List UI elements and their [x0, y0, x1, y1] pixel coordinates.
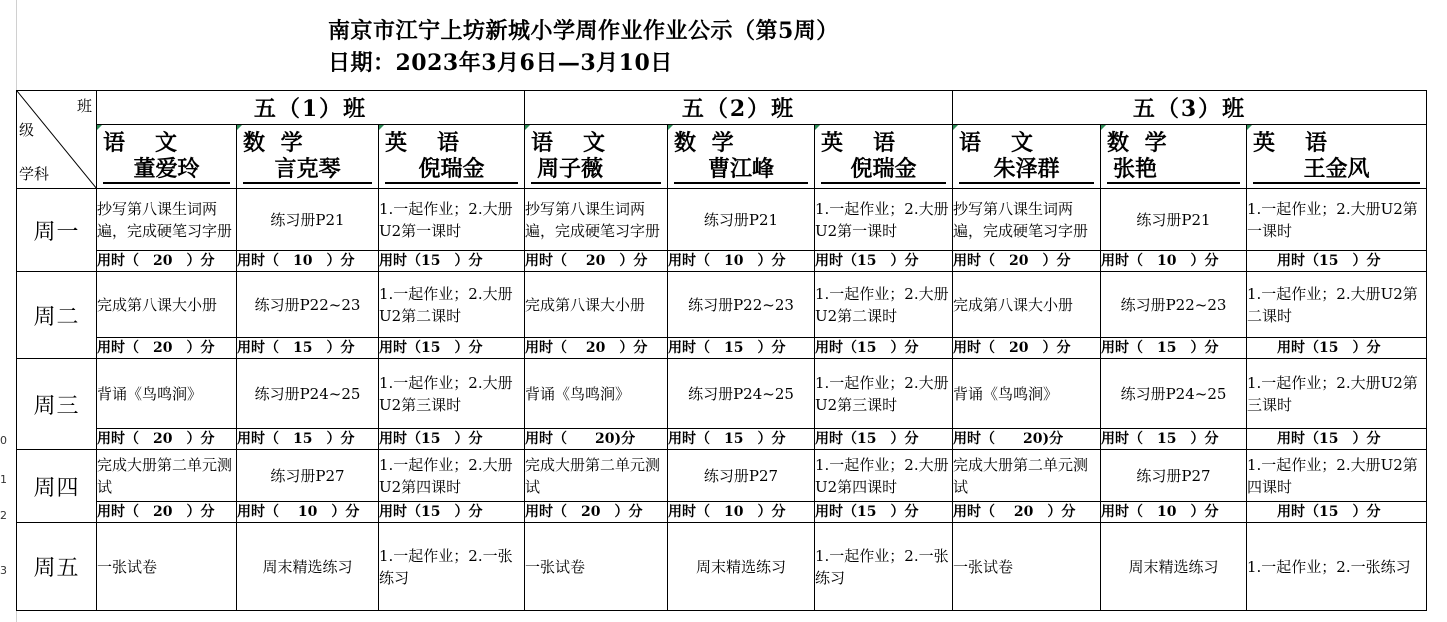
homework-cell[interactable]: [668, 450, 815, 502]
time-cell[interactable]: 用时（15 ）分: [815, 251, 953, 272]
time-cell[interactable]: 用时（ 20 ）分: [97, 338, 237, 359]
comment-marker-icon: [1247, 125, 1252, 130]
homework-cell[interactable]: [525, 272, 668, 338]
comment-marker-icon: [1101, 125, 1106, 130]
homework-text: 练习册P24~25: [254, 384, 361, 403]
homework-text: 1.一起作业；2.一张练习: [1247, 557, 1411, 576]
time-cell[interactable]: 用时（ 20 ）分: [525, 502, 668, 523]
homework-text: 1.一起作业；2.大册U2第二课时: [1247, 284, 1418, 325]
teacher-name: 曹江峰: [674, 156, 808, 184]
homework-text: 练习册P24~25: [1120, 384, 1227, 403]
time-cell[interactable]: 用时（15 ）分: [815, 502, 953, 523]
homework-cell[interactable]: [1101, 189, 1247, 251]
homework-cell[interactable]: [953, 189, 1101, 251]
homework-text: 1.一起作业；2.大册U2第四课时: [1247, 455, 1418, 496]
homework-text: 背诵《鸟鸣涧》: [525, 384, 631, 403]
time-cell[interactable]: 用时（ 15 ）分: [1101, 429, 1247, 450]
homework-text: 练习册P27: [703, 466, 779, 485]
time-cell[interactable]: 用时（ 10 ）分: [1101, 251, 1247, 272]
subject-row: [17, 125, 1427, 189]
homework-cell[interactable]: [237, 450, 379, 502]
time-row: [17, 338, 1427, 359]
homework-text: 1.一起作业；2.大册U2第一课时: [1247, 199, 1418, 240]
time-cell[interactable]: 用时（ 20 ）分: [97, 429, 237, 450]
row-header-gutter: [0, 0, 17, 622]
homework-text: 1.一起作业；2.大册U2第二课时: [379, 284, 513, 325]
homework-text: 一张试卷: [97, 557, 158, 576]
subject-name: 数 学: [243, 129, 307, 156]
time-cell[interactable]: 用时（15 ）分: [1247, 338, 1427, 359]
homework-text: 完成大册第二单元测试: [525, 455, 661, 496]
homework-cell[interactable]: [1101, 523, 1247, 611]
homework-text: 完成大册第二单元测试: [97, 455, 233, 496]
day-label[interactable]: 周五: [17, 523, 97, 611]
homework-cell[interactable]: [525, 359, 668, 429]
homework-cell[interactable]: [237, 523, 379, 611]
homework-cell[interactable]: [1247, 272, 1427, 338]
subject-name: 英 语: [821, 129, 900, 156]
homework-table: [16, 90, 1427, 611]
subject-name: 语 文: [103, 129, 182, 156]
homework-cell[interactable]: [97, 272, 237, 338]
homework-cell[interactable]: [379, 523, 525, 611]
homework-cell[interactable]: [379, 359, 525, 429]
comment-marker-icon: [97, 125, 102, 130]
homework-cell[interactable]: [953, 359, 1101, 429]
time-cell[interactable]: 用时（15 ）分: [379, 429, 525, 450]
subject-header-cell[interactable]: [525, 125, 668, 189]
subject-name: 英 语: [1253, 129, 1332, 156]
page-title: 南京市江宁上坊新城小学周作业作业公示（第5周）: [328, 18, 839, 44]
homework-cell[interactable]: [379, 272, 525, 338]
day-label[interactable]: 周二: [17, 272, 97, 359]
homework-cell[interactable]: [379, 189, 525, 251]
homework-cell[interactable]: [668, 272, 815, 338]
homework-text: 完成第八课大小册: [97, 295, 218, 314]
homework-cell[interactable]: [97, 189, 237, 251]
homework-cell[interactable]: [237, 359, 379, 429]
homework-cell[interactable]: [668, 189, 815, 251]
homework-cell[interactable]: [525, 189, 668, 251]
homework-cell[interactable]: [953, 450, 1101, 502]
time-cell[interactable]: 用时（ 15 ）分: [237, 429, 379, 450]
time-cell[interactable]: 用时（15 ）分: [815, 338, 953, 359]
comment-marker-icon: [379, 125, 384, 130]
day-label[interactable]: 周三: [17, 359, 97, 450]
homework-text: 一张试卷: [525, 557, 586, 576]
homework-cell[interactable]: [815, 272, 953, 338]
subject-header-cell[interactable]: [1101, 125, 1247, 189]
time-cell[interactable]: 用时（15 ）分: [379, 502, 525, 523]
time-cell[interactable]: 用时（15 ）分: [1247, 502, 1427, 523]
class-header-1[interactable]: 五（1）班: [97, 91, 525, 125]
homework-text: 1.一起作业；2.一张练习: [815, 546, 949, 587]
homework-text: 抄写第八课生词两遍，完成硬笔习字册: [953, 199, 1089, 240]
time-cell[interactable]: 用时（ 15 ）分: [668, 429, 815, 450]
homework-text: 1.一起作业；2.大册U2第四课时: [379, 455, 513, 496]
homework-text: 练习册P22~23: [688, 295, 794, 314]
subject-header-cell[interactable]: [953, 125, 1101, 189]
time-cell[interactable]: 用时（ 10 ）分: [237, 502, 379, 523]
homework-cell[interactable]: [1247, 450, 1427, 502]
time-cell[interactable]: 用时（ 20)分: [953, 429, 1101, 450]
homework-cell[interactable]: [668, 523, 815, 611]
teacher-name: 倪瑞金: [385, 156, 518, 184]
homework-text: 周末精选练习: [695, 557, 786, 576]
class-header-2[interactable]: 五（2）班: [525, 91, 953, 125]
teacher-name: 朱泽群: [959, 156, 1094, 184]
homework-cell[interactable]: [525, 523, 668, 611]
homework-text: 1.一起作业；2.大册U2第一课时: [815, 199, 949, 240]
homework-cell[interactable]: [815, 189, 953, 251]
homework-text: 抄写第八课生词两遍，完成硬笔习字册: [525, 199, 661, 240]
homework-text: 一张试卷: [953, 557, 1014, 576]
teacher-name: 张艳: [1107, 156, 1240, 184]
teacher-name: 周子薇: [531, 156, 661, 184]
time-cell[interactable]: 用时（15 ）分: [379, 338, 525, 359]
time-cell[interactable]: 用时（ 20 ）分: [953, 502, 1101, 523]
corner-label-class: 班: [76, 97, 92, 115]
time-cell[interactable]: 用时（ 15 ）分: [668, 338, 815, 359]
row-number: 2: [0, 509, 7, 522]
row-number: 0: [0, 434, 7, 447]
comment-marker-icon: [668, 125, 673, 130]
time-row: [17, 502, 1427, 523]
task-row: [17, 189, 1427, 251]
teacher-name: 董爱玲: [103, 156, 230, 184]
time-cell[interactable]: 用时（15 ）分: [1247, 429, 1427, 450]
corner-label-grade: 级: [19, 121, 35, 139]
time-cell[interactable]: 用时（ 20 ）分: [525, 251, 668, 272]
header-corner-cell[interactable]: [17, 91, 97, 189]
time-cell[interactable]: 用时（15 ）分: [1247, 251, 1427, 272]
subject-header-cell[interactable]: [237, 125, 379, 189]
comment-marker-icon: [237, 125, 242, 130]
comment-marker-icon: [815, 125, 820, 130]
homework-cell[interactable]: [237, 189, 379, 251]
row-number: 1: [0, 473, 7, 486]
homework-text: 完成大册第二单元测试: [953, 455, 1089, 496]
time-cell[interactable]: 用时（ 20 ）分: [953, 338, 1101, 359]
subject-header-cell[interactable]: [815, 125, 953, 189]
subject-name: 英 语: [385, 129, 464, 156]
subject-name: 语 文: [959, 129, 1038, 156]
homework-text: 周末精选练习: [1128, 557, 1219, 576]
time-row: [17, 429, 1427, 450]
date-range: 日期：2023年3月6日—3月10日: [328, 50, 673, 76]
homework-cell[interactable]: [379, 450, 525, 502]
homework-cell[interactable]: [815, 523, 953, 611]
time-row: [17, 251, 1427, 272]
task-row: [17, 272, 1427, 338]
time-cell[interactable]: 用时（ 10 ）分: [668, 502, 815, 523]
task-row: [17, 450, 1427, 502]
subject-header-cell[interactable]: [668, 125, 815, 189]
subject-name: 数 学: [674, 129, 738, 156]
time-cell[interactable]: 用时（ 15 ）分: [237, 338, 379, 359]
subject-name: 语 文: [531, 129, 610, 156]
homework-cell[interactable]: [97, 523, 237, 611]
homework-cell[interactable]: [668, 359, 815, 429]
homework-cell[interactable]: [525, 450, 668, 502]
time-cell[interactable]: 用时（ 10 ）分: [237, 251, 379, 272]
subject-header-cell[interactable]: [97, 125, 237, 189]
teacher-name: 言克琴: [243, 156, 372, 184]
time-cell[interactable]: 用时（ 15 ）分: [1101, 338, 1247, 359]
homework-text: 抄写第八课生词两遍，完成硬笔习字册: [97, 199, 233, 240]
day-label[interactable]: 周一: [17, 189, 97, 272]
homework-text: 1.一起作业；2.大册U2第三课时: [379, 373, 513, 414]
homework-text: 完成第八课大小册: [953, 295, 1074, 314]
homework-text: 练习册P27: [270, 466, 345, 485]
subject-header-cell[interactable]: [1247, 125, 1427, 189]
time-cell[interactable]: 用时（ 20)分: [525, 429, 668, 450]
teacher-name: 倪瑞金: [821, 156, 946, 184]
comment-marker-icon: [525, 125, 530, 130]
homework-text: 练习册P22~23: [1120, 295, 1227, 314]
homework-text: 1.一起作业；2.大册U2第四课时: [815, 455, 949, 496]
homework-cell[interactable]: [953, 523, 1101, 611]
time-cell[interactable]: 用时（15 ）分: [815, 429, 953, 450]
homework-text: 1.一起作业；2.一张练习: [379, 546, 513, 587]
task-row: [17, 523, 1427, 611]
row-number: 3: [0, 564, 7, 577]
homework-cell[interactable]: [815, 359, 953, 429]
comment-marker-icon: [953, 125, 958, 130]
corner-label-subject: 学科: [19, 165, 50, 183]
subject-header-cell[interactable]: [379, 125, 525, 189]
time-cell[interactable]: 用时（ 10 ）分: [1101, 502, 1247, 523]
time-cell[interactable]: 用时（15 ）分: [379, 251, 525, 272]
task-row: [17, 359, 1427, 429]
homework-text: 1.一起作业；2.大册U2第三课时: [1247, 373, 1418, 414]
homework-text: 1.一起作业；2.大册U2第二课时: [815, 284, 949, 325]
homework-cell[interactable]: [1101, 359, 1247, 429]
homework-cell[interactable]: [1101, 450, 1247, 502]
homework-cell[interactable]: [1247, 359, 1427, 429]
teacher-name: 王金风: [1253, 156, 1420, 184]
homework-text: 完成第八课大小册: [525, 295, 646, 314]
homework-text: 1.一起作业；2.大册U2第一课时: [379, 199, 513, 240]
homework-cell[interactable]: [97, 359, 237, 429]
subject-name: 数 学: [1107, 129, 1171, 156]
homework-cell[interactable]: [1101, 272, 1247, 338]
time-cell[interactable]: 用时（ 20 ）分: [97, 502, 237, 523]
homework-cell[interactable]: [953, 272, 1101, 338]
time-cell[interactable]: 用时（ 20 ）分: [525, 338, 668, 359]
time-cell[interactable]: 用时（ 20 ）分: [953, 251, 1101, 272]
homework-cell[interactable]: [1247, 523, 1427, 611]
homework-text: 练习册P22~23: [254, 295, 361, 314]
homework-cell[interactable]: [237, 272, 379, 338]
homework-text: 周末精选练习: [262, 557, 353, 576]
day-label[interactable]: 周四: [17, 450, 97, 523]
homework-cell[interactable]: [1247, 189, 1427, 251]
homework-text: 练习册P21: [1136, 210, 1211, 229]
time-cell[interactable]: 用时（ 10 ）分: [668, 251, 815, 272]
homework-text: 练习册P21: [703, 210, 779, 229]
time-cell[interactable]: 用时（ 20 ）分: [97, 251, 237, 272]
homework-text: 1.一起作业；2.大册U2第三课时: [815, 373, 949, 414]
homework-cell[interactable]: [815, 450, 953, 502]
homework-text: 背诵《鸟鸣涧》: [97, 384, 203, 403]
homework-text: 练习册P21: [270, 210, 345, 229]
homework-text: 练习册P27: [1136, 466, 1211, 485]
homework-text: 练习册P24~25: [688, 384, 794, 403]
class-header-3[interactable]: 五（3）班: [953, 91, 1427, 125]
homework-cell[interactable]: [97, 450, 237, 502]
homework-text: 背诵《鸟鸣涧》: [953, 384, 1059, 403]
